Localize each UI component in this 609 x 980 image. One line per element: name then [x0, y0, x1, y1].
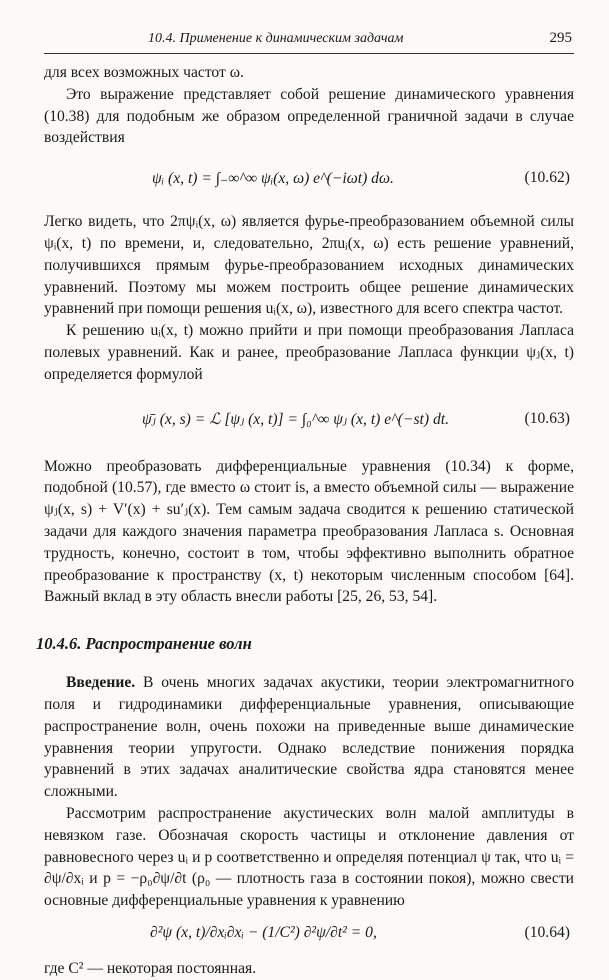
equation-body: ∂²ψ (x, t)/∂xᵢ∂xᵢ − (1/C²) ∂²ψ/∂t² = 0,	[150, 923, 377, 941]
equation-body: ψᵢ (x, t) = ∫₋∞^∞ ψᵢ(x, ω) e^(−iωt) dω.	[152, 170, 394, 188]
paragraph: Легко видеть, что 2πψᵢ(x, ω) является фурье-преобразованием объемной силы ψᵢ(x, t) по времени, и, следовательно, 2πuᵢ(x, ω) есть решение уравнений, получившихся прямым фурье-преобразованием исходных динамических уравнений. Поэтому мы можем построить общее решение динамических уравнений при помощи решения uᵢ(x, ω), известного для всего спектра частот.	[44, 213, 574, 318]
equation-10-62	[44, 149, 574, 211]
lead-in: Введение.	[66, 674, 136, 692]
paragraph: К решению uᵢ(x, t) можно прийти и при помощи преобразования Лапласа полевых уравнений. Как и ранее, преобразование Лапласа функции ψⱼ(x, t) определяется формулой	[44, 322, 574, 383]
paragraph-text: В очень многих задачах акустики, теории электромагнитного поля и гидродинамики дифференциальные уравнения, описывающие распространение волн, очень похожи на приведенные выше динамические уравнения теории упругости. Однако вследствие понижения порядка уравнений в этих задачах аналитические свойства ядра становятся менее сложными.	[44, 674, 574, 801]
paragraph: для всех возможных частот ω.	[44, 64, 244, 81]
equation-number: (10.62)	[524, 169, 570, 187]
paragraph: Можно преобразовать дифференциальные уравнения (10.34) к форме, подобной (10.57), где вместо ω стоит is, а вместо объемной силы — выражение ψⱼ(x, s) + V′(x) + su′ⱼ(x). Тем самым задача сводится к решению статической задачи для каждого значения параметра преобразования Лапласа s. Основная трудность, конечно, состоит в том, чтобы эффективно выполнить обратное преобразование к пространству (x, t) некоторым численным способом [64]. Важный вклад в эту область внесли работы [25, 26, 53, 54].	[44, 457, 574, 606]
equation-body: ψ̄ⱼ (x, s) = ℒ [ψⱼ (x, t)] = ∫₀^∞ ψⱼ (x, t) e^(−st) dt.	[142, 410, 449, 428]
paragraph-intro	[44, 672, 574, 803]
section-heading: 10.4.6. Распространение волн	[36, 634, 252, 654]
paragraph: где C² — некоторая постоянная.	[44, 959, 257, 977]
equation-number: (10.64)	[524, 923, 570, 941]
equation-10-63	[44, 386, 574, 456]
paragraph: Рассмотрим распространение акустических волн малой амплитуды в невязком газе. Обозначая скорость частицы и отклонение давления от равновесного через uᵢ и p соответственно и определяя потенциал ψ так, что uᵢ = ∂ψ/∂xᵢ и p = −ρ₀∂ψ/∂t (ρ₀ — плотность газа в состоянии покоя), можно свести основные дифференциальные уравнения к уравнению	[44, 804, 574, 910]
paragraph: Это выражение представляет собой решение динамического уравнения (10.38) для подобным же образом определенной граничной задачи в случае воздействия	[44, 85, 574, 147]
running-head	[44, 30, 574, 54]
equation-number: (10.63)	[524, 409, 570, 427]
equation-10-64	[44, 912, 574, 958]
page-number: 295	[549, 30, 572, 46]
running-head-title: 10.4. Применение к динамическим задачам	[148, 31, 404, 46]
page	[36, 30, 574, 980]
